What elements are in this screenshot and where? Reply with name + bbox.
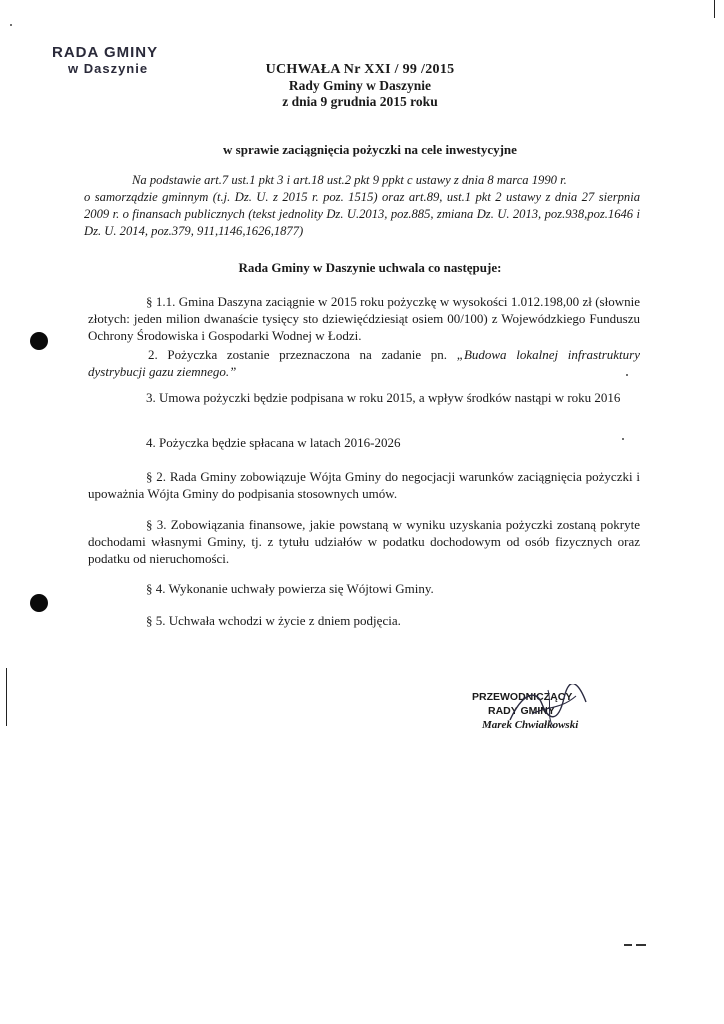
stamp-line-1: RADA GMINY (52, 44, 159, 61)
signature-name: Marek Chwiałkowski (482, 719, 579, 731)
section-1-2-task: „Budowa lokalnej infrastruktury dystrybucji gazu ziemnego.” (88, 347, 640, 379)
legal-basis-rest: o samorządzie gminnym (t.j. Dz. U. z 2015 r. poz. 1515) oraz art.89, ust.1 pkt 2 ustawy z dnia 27 sierpnia 2009 r. o finansach publicznych (tekst jednolity Dz. U.2013, poz.885, zmiana Dz. U. 2013, poz.938,poz.1646 i Dz. U. 2014, poz.379, 911,1146,1626,1877) (84, 190, 640, 238)
section-3-text: § 3. Zobowiązania finansowe, jakie powstaną w wyniku uzyskania pożyczki zostaną pokryte dochodami własnymi Gminy, tj. z tytułu udziałów w podatku dochodowym od osób fizycznych oraz podatku od nieruchomości. (88, 517, 640, 566)
scan-edge-mark (6, 668, 7, 726)
punch-hole (30, 594, 48, 612)
section-1-3 (88, 389, 640, 406)
resolution-body: Rady Gminy w Daszynie (288, 78, 432, 93)
resolution-title: UCHWAŁA Nr XXI / 99 /2015 (265, 62, 455, 77)
resolution-preamble: Rada Gminy w Daszynie uchwala co następuje: (238, 260, 502, 275)
section-3 (88, 516, 640, 567)
resolution-header (220, 62, 500, 110)
scan-dot-mark (622, 438, 624, 440)
stamp-line-2: w Daszynie (68, 61, 149, 76)
section-1-4 (88, 434, 640, 451)
section-1-1 (88, 293, 640, 344)
section-1-3-text: 3. Umowa pożyczki będzie podpisana w roku 2015, a wpływ środków nastąpi w roku 2016 (146, 390, 621, 405)
section-4-text: § 4. Wykonanie uchwały powierza się Wójtowi Gminy. (146, 581, 434, 596)
section-2-text: § 2. Rada Gminy zobowiązuje Wójta Gminy do negocjacji warunków zaciągnięcia pożyczki i upoważnia Wójta Gminy do podpisania stosownych umów. (88, 469, 640, 501)
section-5-text: § 5. Uchwała wchodzi w życie z dniem podjęcia. (146, 613, 401, 628)
legal-basis (84, 172, 640, 240)
signature-title-1: PRZEWODNICZĄCY (472, 691, 573, 703)
section-4 (88, 580, 640, 597)
section-1-4-text: 4. Pożyczka będzie spłacana w latach 2016-2026 (146, 435, 401, 450)
section-1-2-lead: 2. Pożyczka zostanie przeznaczona na zadanie pn. (148, 347, 457, 362)
scan-edge-mark (714, 0, 715, 18)
scan-dot-mark (626, 374, 628, 376)
signature-title-2: RADY GMINY (488, 705, 555, 717)
section-2 (88, 468, 640, 502)
resolution-subject: w sprawie zaciągnięcia pożyczki na cele inwestycyjne (223, 142, 517, 157)
section-1-1-text: § 1.1. Gmina Daszyna zaciągnie w 2015 roku pożyczkę w wysokości 1.012.198,00 zł (słownie złotych: jeden milion dwanaście tysięcy sto dziewięćdziesiąt osiem 00/100) z Wojewódzkiego Funduszu Ochrony Środowiska i Gospodarki Wodnej w Łodzi. (88, 294, 640, 343)
section-5 (88, 612, 640, 629)
scan-dot-mark (10, 24, 12, 26)
punch-hole (30, 332, 48, 350)
scan-dash-mark (636, 944, 646, 946)
chairman-signature-block (472, 690, 612, 732)
scan-dash-mark (624, 944, 632, 946)
section-1-2 (88, 346, 640, 380)
resolution-date: z dnia 9 grudnia 2015 roku (282, 94, 438, 109)
handwritten-signature-icon (502, 684, 592, 732)
office-stamp (52, 44, 202, 76)
legal-basis-line-1: Na podstawie art.7 ust.1 pkt 3 i art.18 ust.2 pkt 9 ppkt c ustawy z dnia 8 marca 1990 r. (132, 173, 567, 187)
